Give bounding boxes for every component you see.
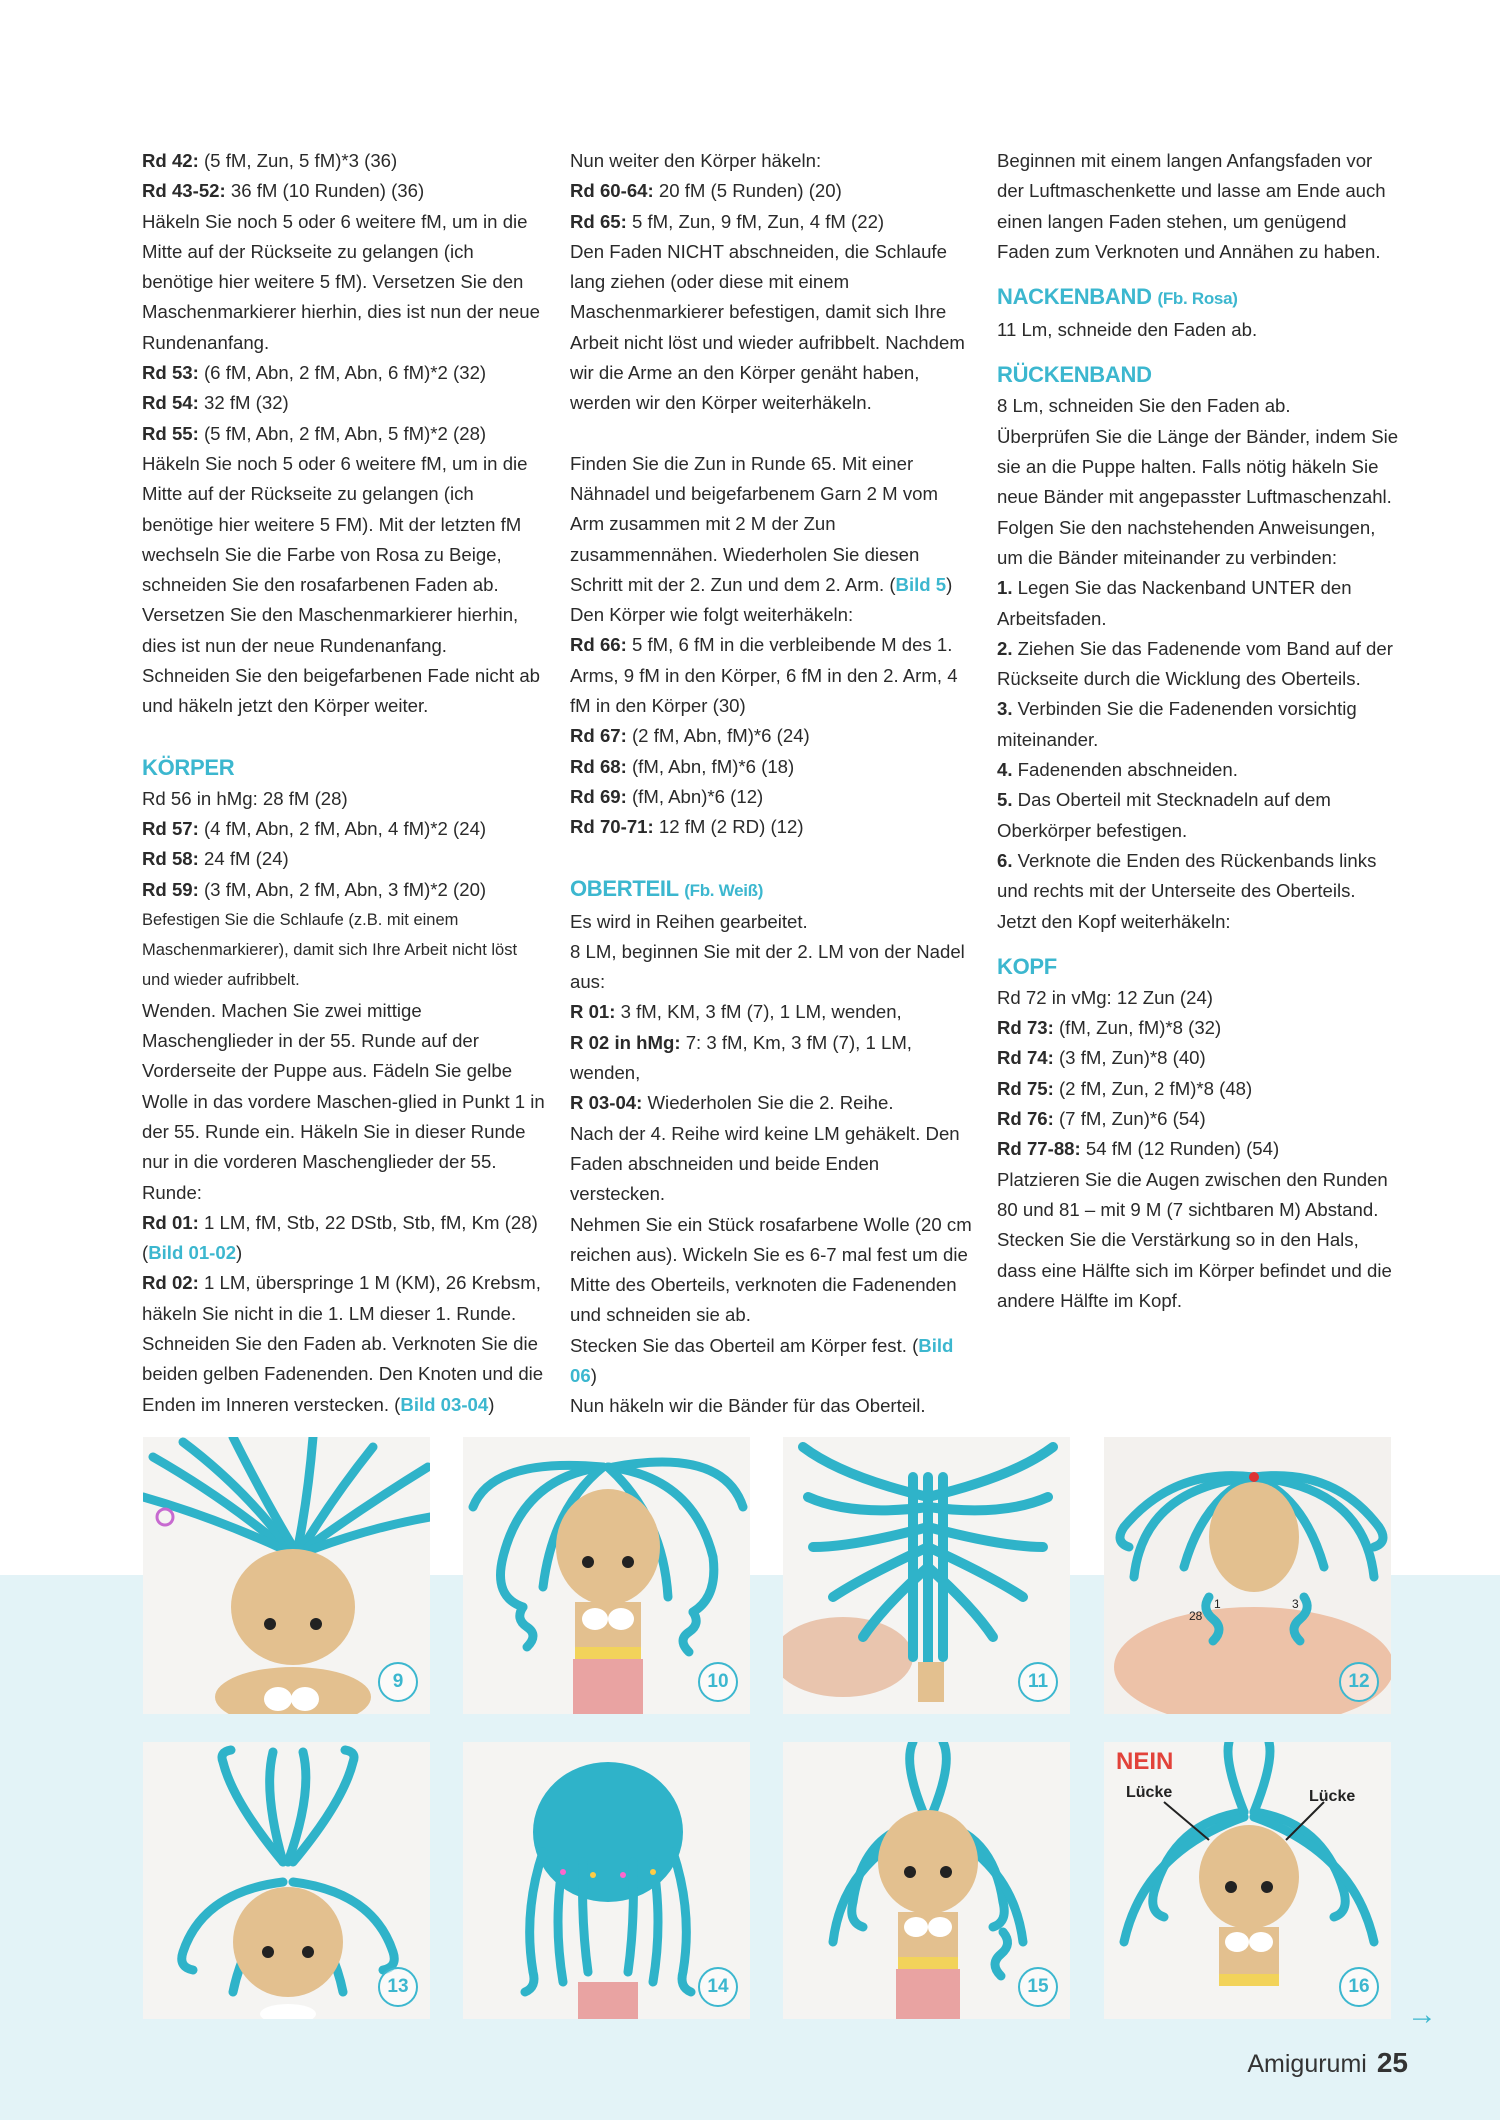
heading-oberteil: OBERTEIL (Fb. Weiß) (570, 875, 764, 901)
photo-number: 9 (378, 1662, 418, 1702)
step-5: 5. Das Oberteil mit Stecknadeln auf dem Oberkörper befestigen. (997, 789, 1331, 841)
gap-label-right: Lücke (1309, 1788, 1356, 1805)
paragraph: Überprüfen Sie die Länge der Bänder, indem Sie sie an die Puppe halten. Falls nötig häkeln Sie neue Bänder mit angepasster Luftmaschenzahl. (997, 425, 1399, 508)
round-54: Rd 54: 32 fM (32) (142, 392, 289, 414)
photo-annotation: 1 (1214, 1597, 1221, 1611)
round-57: Rd 57: (4 fM, Abn, 2 fM, Abn, 4 fM)*2 (24) (142, 817, 487, 839)
round-70-71: Rd 70-71: 12 fM (2 RD) (12) (570, 816, 804, 838)
round-74: Rd 74: (3 fM, Zun)*8 (40) (997, 1047, 1206, 1069)
round-43-52: Rd 43-52: 36 fM (10 Runden) (36) (142, 180, 425, 202)
round-76: Rd 76: (7 fM, Zun)*6 (54) (997, 1108, 1206, 1130)
paragraph: Nach der 4. Reihe wird keine LM gehäkelt. Den Faden abschneiden und beide Enden verstecken. (570, 1122, 960, 1205)
round-65: Rd 65: 5 fM, Zun, 9 fM, Zun, 4 fM (22) (570, 210, 885, 232)
row-03-04: R 03-04: Wiederholen Sie die 2. Reihe. (570, 1092, 894, 1114)
step-6: 6. Verknote die Enden des Rückenbands links und rechts mit der Unterseite des Oberteils. (997, 849, 1377, 902)
round-01: Rd 01: 1 LM, fM, Stb, 22 DStb, Stb, fM, Km (28) (Bild 01-02) (142, 1211, 538, 1264)
next-page-arrow-icon[interactable]: → (1407, 1998, 1437, 2031)
photo-13 (143, 1742, 430, 2019)
photo-number: 11 (1018, 1662, 1058, 1702)
image-reference-link[interactable]: Bild 5 (895, 573, 947, 595)
photo-annotation: 3 (1292, 1597, 1299, 1611)
photo-9 (143, 1437, 430, 1714)
heading-rueckenband: RÜCKENBAND (997, 362, 1152, 388)
photo-11 (783, 1437, 1070, 1714)
round-68: Rd 68: (fM, Abn, fM)*6 (18) (570, 755, 795, 777)
image-reference-link[interactable]: Bild 03-04 (400, 1393, 489, 1415)
paragraph: Wenden. Machen Sie zwei mittige Maschenglieder in der 55. Runde auf der Vorderseite der Puppe aus. Fädeln Sie gelbe Wolle in das vordere Maschen-glied in Punkt 1 in der 55. Runde ein. Häkeln Sie in dieser Runde nur in die vorderen Maschenglieder der 55. Runde: (142, 999, 545, 1203)
heading-nackenband: NACKENBAND (Fb. Rosa) (997, 284, 1238, 310)
round-56: Rd 56 in hMg: 28 fM (28) (142, 787, 348, 809)
photo-number: 14 (698, 1967, 738, 2007)
page-footer (1247, 2047, 1408, 2079)
photo-12 (1104, 1437, 1391, 1714)
photo-14 (463, 1742, 750, 2019)
paragraph: Schneiden Sie den beigefarbenen Fade nicht ab und häkeln jetzt den Körper weiter. (142, 665, 541, 717)
paragraph: Häkeln Sie noch 5 oder 6 weitere fM, um in die Mitte auf der Rückseite zu gelangen (ich benötige hier weitere 5 FM). Mit der letzten fM wechseln Sie die Farbe von Rosa zu Beige, schneiden Sie den rosafarbenen Faden ab. Versetzen Sie den Maschenmarkierer hierhin, dies ist nun der neue Rundenanfang. (142, 452, 528, 656)
text-column-3 (997, 146, 1402, 1316)
image-reference-link[interactable]: Bild 06 (570, 1334, 954, 1386)
photo-number: 15 (1018, 1967, 1058, 2007)
step-1: 1. Legen Sie das Nackenband UNTER den Arbeitsfaden. (997, 577, 1352, 629)
paragraph: 8 Lm, schneiden Sie den Faden ab. (997, 395, 1291, 417)
round-42: Rd 42: (5 fM, Zun, 5 fM)*3 (36) (142, 150, 398, 171)
round-02: Rd 02: 1 LM, überspringe 1 M (KM), 26 Krebsm, häkeln Sie nicht in die 1. LM dieser 1. Runde. Schneiden Sie den Faden ab. Verknoten Sie die beiden gelben Fadenenden. Den Knoten und die Enden im Inneren verstecken. (Bild 03-04) (142, 1272, 544, 1415)
photo-number: 16 (1339, 1967, 1379, 2007)
round-58: Rd 58: 24 fM (24) (142, 848, 289, 870)
round-69: Rd 69: (fM, Abn)*6 (12) (570, 785, 764, 807)
photo-15 (783, 1742, 1070, 2019)
row-02: R 02 in hMg: 7: 3 fM, Km, 3 fM (7), 1 LM, wenden, (570, 1031, 912, 1084)
photo-10 (463, 1437, 750, 1714)
paragraph: Es wird in Reihen gearbeitet. (570, 910, 808, 932)
paragraph: Finden Sie die Zun in Runde 65. Mit einer Nähnadel und beigefarbenem Garn 2 M vom Arm zusammen mit 2 M der Zun zusammennähen. Wiederholen Sie diesen Schritt mit der 2. Zun und dem 2. Arm. (Bild 5) (570, 452, 953, 595)
round-75: Rd 75: (2 fM, Zun, 2 fM)*8 (48) (997, 1077, 1253, 1099)
paragraph: Folgen Sie den nachstehenden Anweisungen, um die Bänder miteinander zu verbinden: (997, 516, 1376, 568)
magazine-title: Amigurumi (1247, 2050, 1367, 2078)
paragraph: Stecken Sie das Oberteil am Körper fest. (Bild 06) (570, 1334, 954, 1386)
paragraph: Nehmen Sie ein Stück rosafarbene Wolle (20 cm reichen aus). Wickeln Sie es 6-7 mal fest um die Mitte des Oberteils, verknoten die Fadenenden und schneiden sie ab. (570, 1213, 972, 1326)
round-67: Rd 67: (2 fM, Abn, fM)*6 (24) (570, 725, 810, 747)
paragraph: Beginnen mit einem langen Anfangsfaden vor der Luftmaschenkette und lasse am Ende auch einen langen Faden stehen, um genügend Faden zum Verknoten und Annähen zu haben. (997, 150, 1386, 262)
round-77-88: Rd 77-88: 54 fM (12 Runden) (54) (997, 1138, 1280, 1160)
heading-kopf: KOPF (997, 953, 1057, 979)
heading-koerper: KÖRPER (142, 754, 235, 780)
paragraph: Jetzt den Kopf weiterhäkeln: (997, 910, 1231, 932)
round-59: Rd 59: (3 fM, Abn, 2 fM, Abn, 3 fM)*2 (20) (142, 878, 487, 900)
round-53: Rd 53: (6 fM, Abn, 2 fM, Abn, 6 fM)*2 (32) (142, 362, 487, 384)
page-number: 25 (1376, 2047, 1408, 2078)
photo-number: 10 (698, 1662, 738, 1702)
step-4: 4. Fadenenden abschneiden. (997, 759, 1238, 781)
round-72: Rd 72 in vMg: 12 Zun (24) (997, 986, 1213, 1008)
paragraph: 11 Lm, schneide den Faden ab. (997, 319, 1258, 341)
round-66: Rd 66: 5 fM, 6 fM in die verbleibende M des 1. Arms, 9 fM in den Körper, 6 fM in den 2. Arm, 4 fM in den Körper (30) (570, 634, 958, 717)
nein-label: NEIN (1116, 1748, 1174, 1775)
round-73: Rd 73: (fM, Zun, fM)*8 (32) (997, 1017, 1222, 1039)
paragraph: Häkeln Sie noch 5 oder 6 weitere fM, um in die Mitte auf der Rückseite zu gelangen (ich benötige hier weitere 5 fM). Versetzen Sie den Maschenmarkierer hierhin, dies ist nun der neue Rundenanfang. (142, 210, 540, 353)
step-3: 3. Verbinden Sie die Fadenenden vorsichtig miteinander. (997, 698, 1357, 750)
text-column-2 (570, 146, 975, 1422)
paragraph: Den Faden NICHT abschneiden, die Schlaufe lang ziehen (oder diese mit einem Maschenmarkierer befestigen, damit sich Ihre Arbeit nicht löst und wieder aufribbelt. Nachdem wir die Arme an den Körper genäht haben, werden wir den Körper weiterhäkeln. (570, 240, 965, 414)
photo-annotation: 28 (1189, 1609, 1203, 1623)
round-55: Rd 55: (5 fM, Abn, 2 fM, Abn, 5 fM)*2 (28) (142, 422, 487, 444)
photo-number: 12 (1339, 1662, 1379, 1702)
gap-label-left: Lücke (1126, 1784, 1173, 1801)
paragraph: Den Körper wie folgt weiterhäkeln: (570, 604, 854, 626)
text-column-1 (142, 146, 547, 1420)
photo-16 (1104, 1742, 1391, 2019)
photo-number: 13 (378, 1967, 418, 2007)
image-reference-link[interactable]: Bild 01-02 (148, 1242, 237, 1264)
round-60-64: Rd 60-64: 20 fM (5 Runden) (20) (570, 180, 842, 202)
paragraph: Platzieren Sie die Augen zwischen den Runden 80 und 81 – mit 9 M (7 sichtbaren M) Abstand. Stecken Sie die Verstärkung so in den Hals, dass eine Hälfte sich im Körper befindet und die andere Hälfte im Kopf. (997, 1168, 1392, 1311)
paragraph: Nun weiter den Körper häkeln: (570, 150, 822, 171)
paragraph: Befestigen Sie die Schlaufe (z.B. mit einem Maschenmarkierer), damit sich Ihre Arbeit nicht löst und wieder aufribbelt. (142, 910, 518, 990)
step-2: 2. Ziehen Sie das Fadenende vom Band auf der Rückseite durch die Wicklung des Oberteils. (997, 637, 1393, 690)
paragraph: 8 LM, beginnen Sie mit der 2. LM von der Nadel aus: (570, 940, 965, 993)
paragraph: Nun häkeln wir die Bänder für das Oberteil. (570, 1395, 926, 1417)
row-01: R 01: 3 fM, KM, 3 fM (7), 1 LM, wenden, (570, 1001, 902, 1023)
